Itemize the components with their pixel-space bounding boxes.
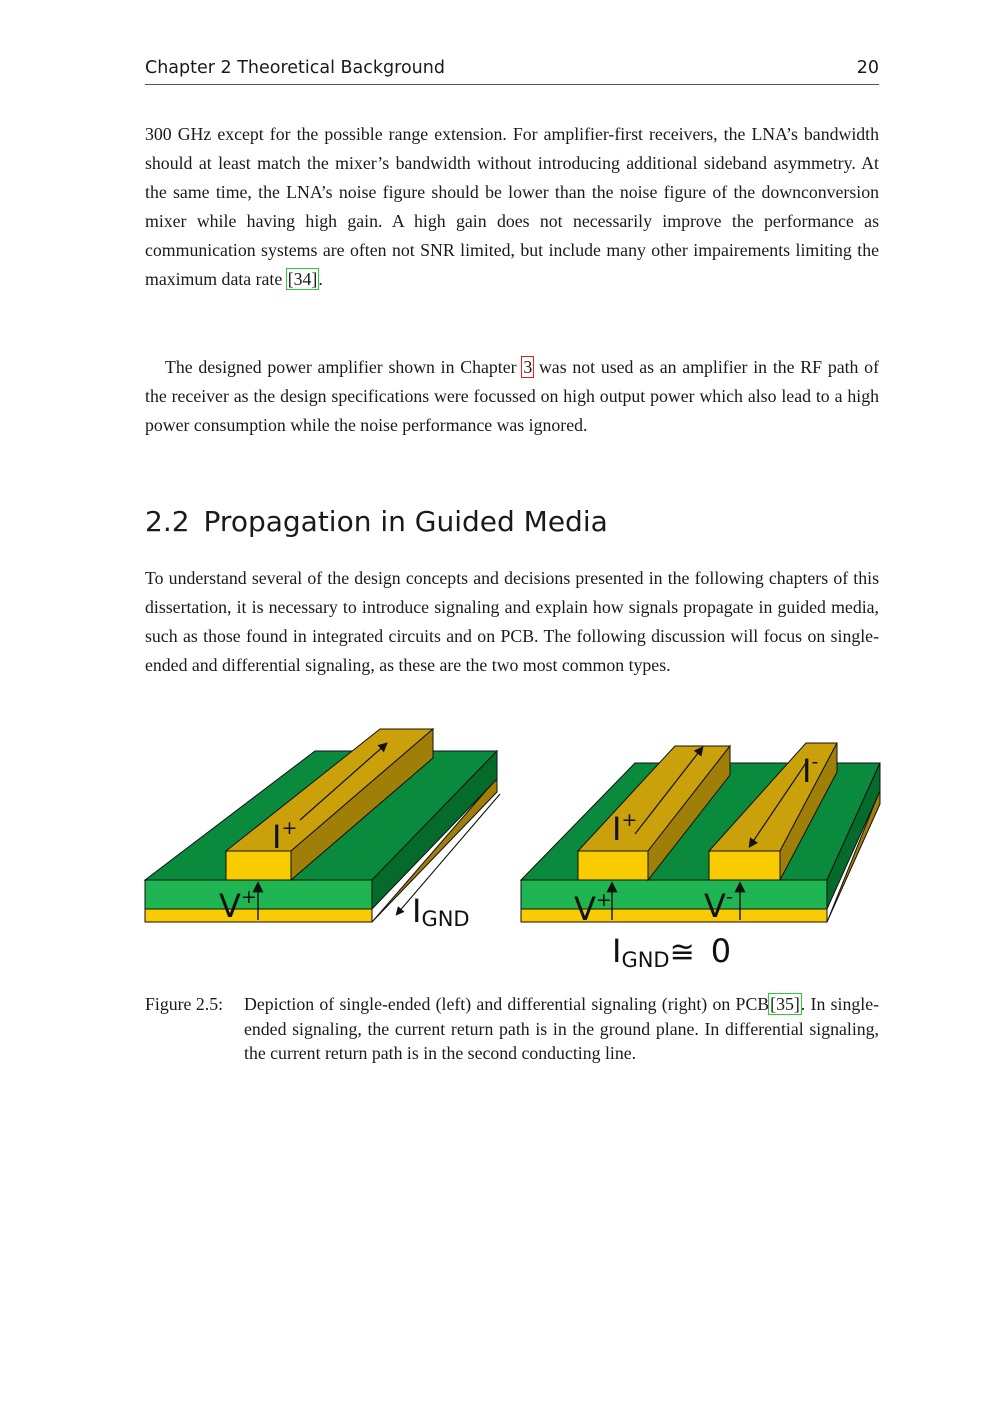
right-voltage-pos-label: V+ (574, 889, 612, 928)
caption-citation-link[interactable]: [35] (770, 994, 800, 1014)
right-voltage-neg-label: V- (704, 886, 733, 925)
paragraph-power-amplifier: The designed power amplifier shown in Chapter 3 was not used as an amplifier in the RF path of the receiver as the design specifications were focussed on high output power which also lead to a high power consumption while the noise performance was ignored. (145, 357, 879, 435)
page-number: 20 (856, 58, 879, 78)
right-ground-plane-front (521, 908, 827, 922)
caption-label: Figure 2.5: (145, 994, 224, 1014)
paragraph-lna: 300 GHz except for the possible range extension. For amplifier-first receivers, the LNA’s bandwidth should at least match the mixer’s bandwidth without introducing additional sideband asymmetry. At the same time, the LNA’s noise figure should be lower than the noise figure of the downconversion mixer while having high gain. A high gain does not necessarily improve the performance as communication systems are often not SNR limited, but include many other impairements limiting the maximum data rate [34]. (145, 124, 879, 289)
right-trace-neg-front (709, 851, 780, 880)
right-substrate-front (521, 880, 827, 909)
section-heading: 2.2 Propagation in Guided Media (145, 505, 608, 538)
right-return-label: IGND≅ 0 (612, 932, 732, 972)
right-current-neg-label: I- (802, 751, 819, 790)
single-ended-diagram (145, 729, 500, 931)
chapter-title: Chapter 2 Theoretical Background (145, 58, 445, 78)
caption-text: Depiction of single-ended (left) and differential signaling (right) on PCB[35]. In single-ended signaling, the current return path is in the ground plane. In differential signaling, the current return path is in the second conducting line. (244, 994, 880, 1063)
right-trace-pos-front (578, 851, 648, 880)
chapter-reference-link[interactable]: 3 (523, 357, 533, 377)
right-current-pos-label: I+ (612, 809, 638, 848)
left-current-label: I+ (272, 817, 298, 856)
citation-link[interactable]: [34] (287, 269, 318, 289)
figure-caption (145, 992, 879, 1066)
paragraph-guided-media: To understand several of the design concepts and decisions presented in the following chapters of this dissertation, it is necessary to introduce signaling and explain how signals propagate in guided media, such as those found in integrated circuits and on PCB. The following discussion will focus on single-ended and differential signaling, as these are the two most common types. (145, 568, 879, 675)
running-header (145, 56, 879, 85)
differential-diagram (521, 743, 880, 972)
left-voltage-label: V+ (219, 886, 257, 925)
signaling-figure (140, 722, 885, 980)
left-return-label: IGND (412, 892, 470, 931)
